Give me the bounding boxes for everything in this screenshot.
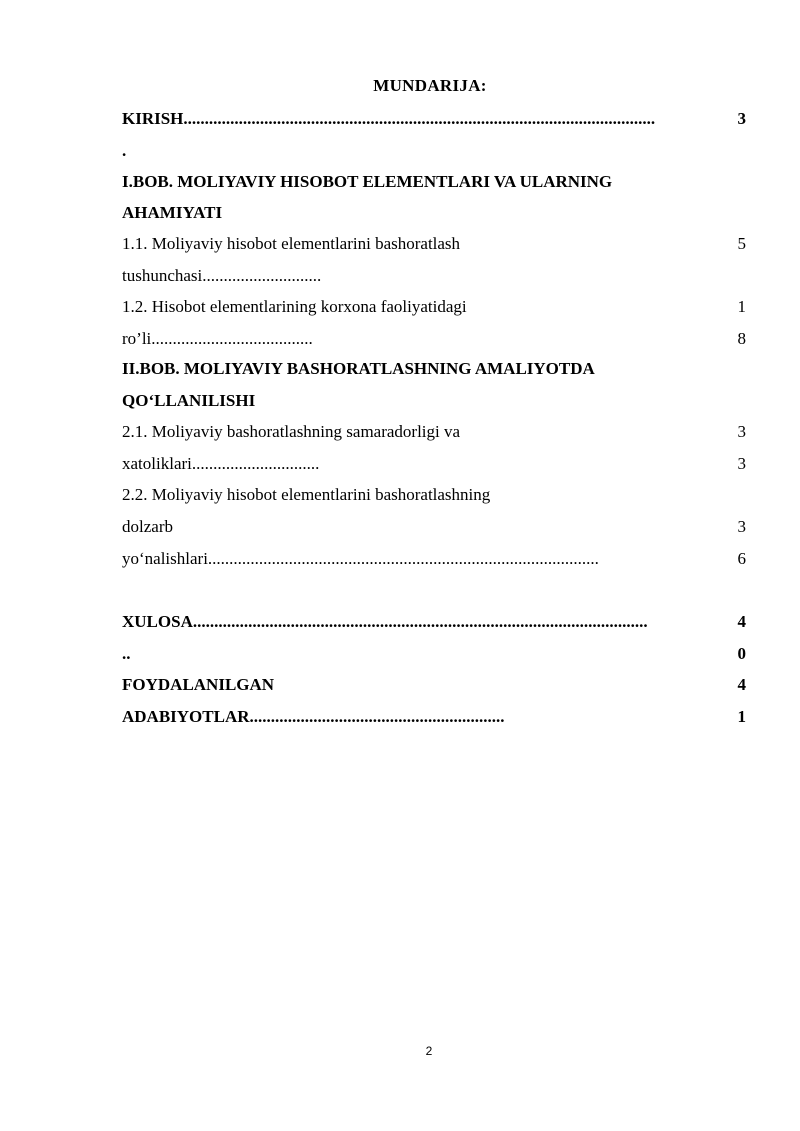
toc-line-chapter-1 [122, 170, 746, 194]
toc-line-section-1-2-cont [122, 327, 746, 351]
toc-line-references-cont [122, 705, 746, 729]
toc-line-text: FOYDALANILGAN [122, 675, 275, 694]
toc-line-page: 3 [737, 422, 746, 441]
toc-line-chapter-2 [122, 357, 746, 381]
toc-line-text: 2.1. Moliyaviy bashoratlashning samaradorligi va [122, 422, 461, 441]
toc-line-chapter-2-cont [122, 389, 746, 413]
toc-line-text: .. [122, 644, 131, 663]
toc-line-chapter-1-cont [122, 201, 746, 225]
page-number: 2 [425, 1044, 433, 1058]
toc-line-text: XULOSA........................................................................................................... [122, 612, 648, 631]
toc-title: MUNDARIJA: [373, 76, 487, 95]
toc-line-text: KIRISH............................................................................................................... [122, 109, 656, 128]
toc-line-text: ADABIYOTLAR............................................................ [122, 707, 505, 726]
toc-line-text: 1.2. Hisobot elementlarining korxona faoliyatidagi [122, 297, 467, 316]
toc-line-page: 8 [737, 329, 746, 348]
toc-line-section-2-1 [122, 420, 746, 444]
toc-line-kirish [122, 107, 746, 131]
toc-line-text: ro’li...................................... [122, 329, 313, 348]
toc-line-xulosa-cont [122, 642, 746, 666]
toc-line-text: yo‘nalishlari............................................................................................ [122, 549, 599, 568]
toc-line-section-1-1 [122, 232, 746, 256]
toc-line-text: 1.1. Moliyaviy hisobot elementlarini bashoratlash [122, 234, 461, 253]
toc-line-text: AHAMIYATI [122, 203, 223, 222]
toc-line-section-1-1-cont [122, 264, 746, 288]
toc-line-references [122, 673, 746, 697]
toc-line-page: 4 [737, 612, 746, 631]
toc-line-text: dolzarb [122, 517, 173, 536]
toc-line-text: . [122, 141, 127, 160]
toc-line-text: II.BOB. MOLIYAVIY BASHORATLASHNING AMALIYOTDA [122, 359, 595, 378]
toc-line-page: 3 [737, 517, 746, 536]
toc-line-page: 6 [737, 549, 746, 568]
toc-line-text: xatoliklari.............................. [122, 454, 320, 473]
toc-line-page: 3 [737, 109, 746, 128]
toc-line-text: tushunchasi............................ [122, 266, 322, 285]
toc-line-section-2-2-cont2 [122, 547, 746, 571]
toc-line-xulosa [122, 610, 746, 634]
toc-line-page: 5 [737, 234, 746, 253]
toc-line-page: 0 [737, 644, 746, 663]
toc-line-page: 1 [737, 707, 746, 726]
toc-line-text: QO‘LLANILISHI [122, 391, 256, 410]
toc-line-dot [122, 139, 746, 163]
toc-line-section-2-2 [122, 483, 746, 507]
toc-line-text: I.BOB. MOLIYAVIY HISOBOT ELEMENTLARI VA ULARNING [122, 172, 613, 191]
toc-line-page: 3 [737, 454, 746, 473]
toc-line-page: 4 [737, 675, 746, 694]
toc-line-text: 2.2. Moliyaviy hisobot elementlarini bashoratlashning [122, 485, 491, 504]
toc-line-section-2-2-cont [122, 515, 746, 539]
toc-line-section-1-2 [122, 295, 746, 319]
toc-line-section-2-1-cont [122, 452, 746, 476]
toc-line-page: 1 [737, 297, 746, 316]
